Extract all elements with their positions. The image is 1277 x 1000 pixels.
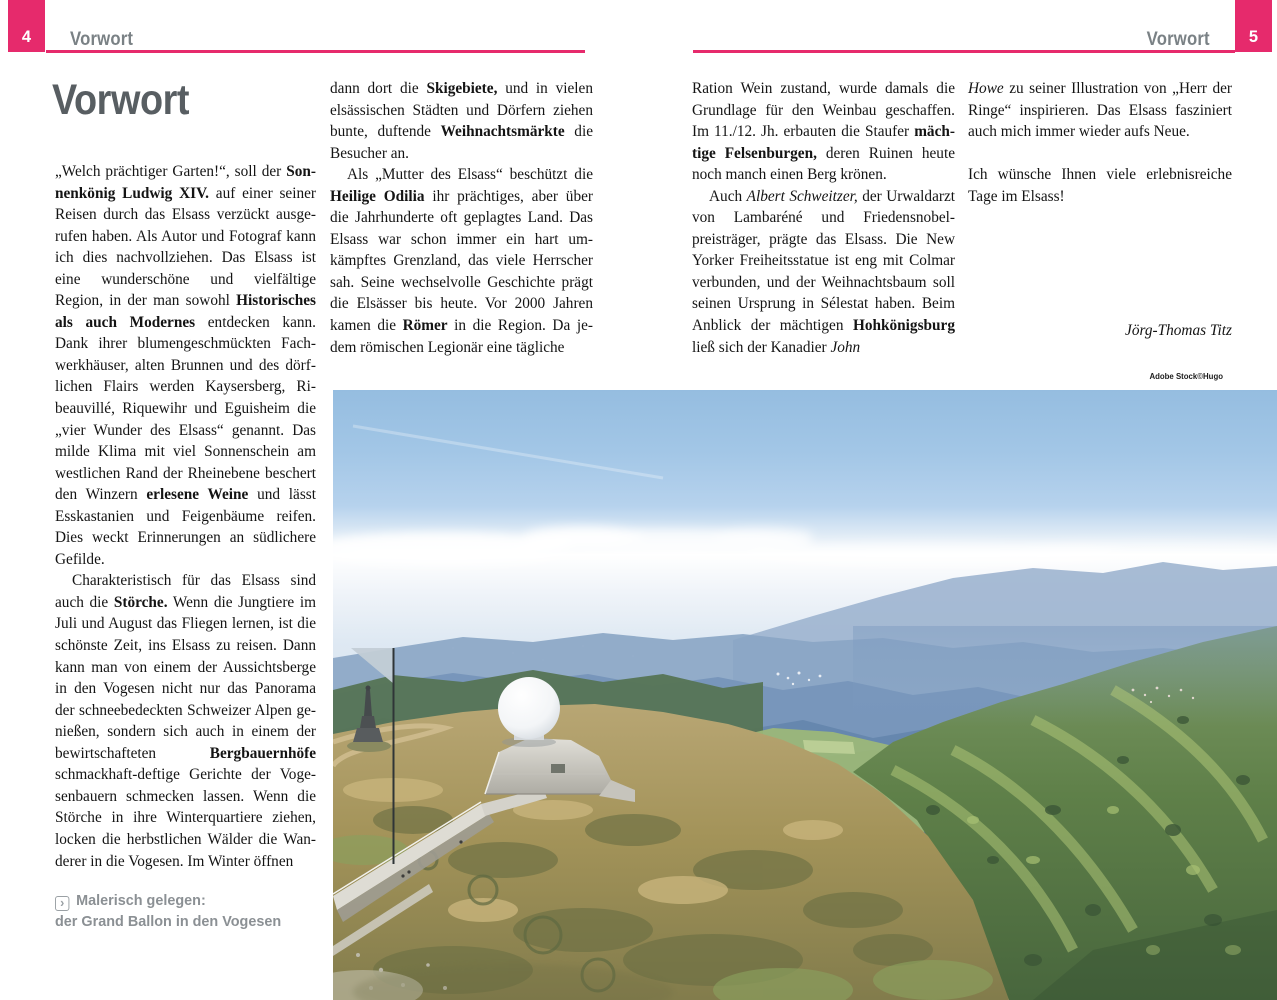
page-number-left: 4 — [8, 0, 45, 52]
page-title: Vorwort — [52, 76, 190, 124]
text-column-4 — [968, 78, 1232, 207]
header-rule-left — [46, 50, 585, 53]
paragraph: Auch Albert Schweitzer, der Urwaldarzt von Lambaréné und Friedensnobelpreisträger, prägte das Elsass. Die New Yorker Freiheitsstatue ist eng mit Colmar verbunden, und der Weihnachtsbaum soll seinen Ursprung in Sélestat haben. Beim Anblick der mächtigen Hohkönigsburg ließ sich der Kanadier John — [692, 187, 955, 356]
paragraph: dann dort die Skigebiete, und in vielen elsässischen Städten und Dörfern ziehen bunte, duftende Weihnachtsmärkte die Besucher an. — [330, 80, 593, 162]
paragraph: Howe zu seiner Illustration von „Herr der Ringe“ inspirieren. Das Elsass fasziniert auch mich immer wieder aufs Neue. — [968, 80, 1232, 141]
author-signature: Jörg-Thomas Titz — [1125, 322, 1232, 339]
photo-caption — [55, 890, 324, 932]
text-column-1 — [55, 161, 316, 872]
paragraph: Charakteristisch für das Elsass sind auch die Störche. Wenn die Jungtiere im Juli und August das Fliegen lernen, ist die schönste Zeit, ins Elsass zu reisen. Dann kann man von einem der Aussichtsberge in den Vogesen nicht nur das Panorama der schneebedeckten Schweizer Alpen genießen, sondern sich auch in einem der bewirtschafteten Bergbauernhöfe schmackhaft-deftige Gerichte der Vogesenbauern schmecken lassen. Wenn die Störche in ihre Winterquartiere ziehen, locken die herbstlichen Wälder die Wanderer in die Vogesen. Im Winter öffnen — [55, 572, 316, 870]
text-column-2 — [330, 78, 593, 358]
header-rule-right — [693, 50, 1235, 53]
photo-credit: Adobe Stock©Hugo — [1149, 371, 1223, 381]
photo-grand-ballon — [333, 390, 1277, 1000]
running-head-right: Vorwort — [1146, 29, 1210, 50]
photo-caption-line1 — [55, 890, 324, 911]
running-head-left: Vorwort — [70, 29, 134, 50]
paragraph: Als „Mutter des Elsass“ beschützt die Heilige Odilia ihr prächtiges, aber über die Jahrhunderte oft geplagtes Land. Das Elsass war schon immer ein hart umkämpftes Grenzland, das viele Herrscher sah. Seine wechselvolle Geschichte prägt die Elsässer bis heute. Vor 2000 Jahren kamen die Römer in die Region. Da jedem römischen Legionär eine tägliche — [330, 166, 593, 356]
caption-text-1: Malerisch gelegen: — [76, 892, 206, 909]
photo-caption-line2: der Grand Ballon in den Vogesen — [55, 913, 282, 930]
arrow-box-icon: › — [55, 896, 69, 911]
paragraph: „Welch prächtiger Garten!“, soll der Sonnenkönig Ludwig XIV. auf einer seiner Reisen durch das Elsass verzückt ausgerufen haben. Als Autor und Fotograf kann ich dies nachvollziehen. Das Elsass ist eine wunderschöne und vielfältige Region, in der man sowohl Historisches als auch Modernes entdecken kann. Dank ihrer blumengeschmückten Fachwerkhäuser, alten Brunnen und des dörflichen Flairs werden Kaysersberg, Ribeauvillé, Riquewihr und Eguisheim die „vier Wunder des Elsass“ genannt. Das milde Klima mit viel Sonnenschein am westlichen Rand der Rheinebene beschert den Winzern erlesene Weine und lässt Esskastanien und Feigenbäume reifen. Dies weckt Erinnerungen an südlichere Gefilde. — [55, 163, 317, 568]
page-number-right: 5 — [1235, 0, 1272, 52]
text-column-3 — [692, 78, 955, 358]
paragraph: Ration Wein zustand, wurde damals die Grundlage für den Weinbau geschaffen. Im 11./12. Jh. erbauten die Staufer mächtige Felsenburgen, deren Ruinen heute noch manch einen Berg krönen. — [692, 80, 955, 184]
paragraph: Ich wünsche Ihnen viele erlebnisreiche Tage im Elsass! — [968, 166, 1232, 205]
